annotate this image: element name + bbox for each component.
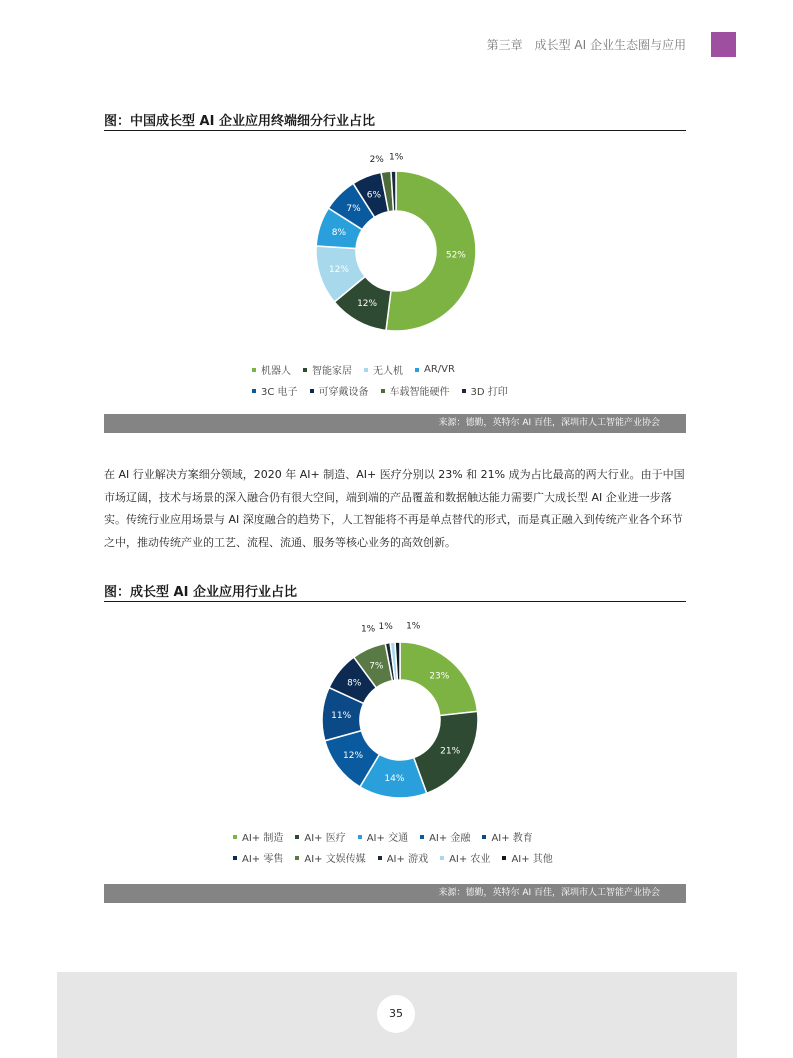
legend-item (482, 829, 532, 844)
legend-item (415, 362, 455, 377)
legend-label: 3C 电子 (261, 387, 298, 398)
legend-item (462, 383, 508, 398)
legend-item (233, 829, 283, 844)
slice-value-label: 12% (343, 751, 364, 762)
legend-item (420, 829, 470, 844)
legend-row (252, 362, 520, 377)
body-paragraph: 在 AI 行业解决方案细分领域，2020 年 AI+ 制造、AI+ 医疗分别以 23% 和 21% 成为占比最高的两大行业。由于中国市场辽阔，技术与场景的深入融合仍有很大空间，端到端的产品覆盖和数据触达能力需要广大成长型 AI 企业进一步落实。传统行业应用场景与 AI 深度融合的趋势下，人工智能将不再是单点替代的形式，而是真正融入到传统产业各个环节之中，推动传统产业的工艺、流程、流通、服务等核心业务的高效创新。 (104, 468, 685, 549)
slice-value-label: 7% (369, 661, 384, 672)
legend-swatch (233, 856, 237, 860)
legend-label: AI+ 医疗 (304, 833, 346, 844)
legend-label: AI+ 制造 (242, 833, 284, 844)
legend-item (310, 383, 369, 398)
legend-swatch (295, 835, 299, 839)
slice-value-label: 11% (331, 710, 352, 721)
legend-label: AI+ 金融 (429, 833, 471, 844)
chapter-title: 第三章 成长型 AI 企业生态圈与应用 (486, 38, 686, 52)
legend-swatch (462, 389, 466, 393)
legend-row (233, 829, 565, 844)
slice-value-label: 12% (357, 299, 378, 310)
legend-item (364, 362, 403, 377)
figure1-title: 图：中国成长型 AI 企业应用终端细分行业占比 (104, 114, 375, 129)
figure2-title: 图：成长型 AI 企业应用行业占比 (104, 585, 297, 600)
slice-value-label: 1% (406, 621, 421, 632)
legend-label: AI+ 农业 (449, 854, 491, 865)
legend-label: 车载智能硬件 (389, 387, 450, 398)
legend-label: 机器人 (261, 366, 291, 377)
legend-swatch (310, 389, 314, 393)
slice-value-label: 2% (369, 155, 384, 166)
legend-swatch (482, 835, 486, 839)
legend-item (252, 383, 298, 398)
legend-label: AR/VR (424, 364, 455, 375)
slice-value-label: 1% (360, 624, 376, 635)
legend-swatch (252, 368, 256, 372)
slice-value-label: 6% (366, 190, 382, 201)
legend-label: AI+ 游戏 (386, 854, 429, 865)
legend-label: AI+ 零售 (242, 854, 284, 865)
legend-swatch (364, 368, 368, 372)
legend-swatch (381, 389, 385, 393)
legend-item (502, 850, 552, 865)
legend-item (295, 850, 365, 865)
legend-label: 智能家居 (312, 366, 352, 377)
legend-label: 可穿戴设备 (318, 387, 369, 398)
legend-item (358, 829, 408, 844)
legend-label: AI+ 其他 (511, 854, 553, 865)
legend-swatch (233, 835, 237, 839)
figure2-source: 来源：德勤，英特尔 AI 百佳，深圳市人工智能产业协会 (104, 884, 686, 903)
slice-value-label: 8% (331, 227, 347, 238)
legend-swatch (502, 856, 506, 860)
legend-swatch (415, 368, 419, 372)
figure1-rule (104, 130, 686, 131)
slice-value-label: 1% (389, 152, 404, 163)
chart2-legend (233, 829, 565, 871)
chapter-color-mark (711, 32, 736, 57)
legend-swatch (378, 856, 382, 860)
legend-item (381, 383, 450, 398)
legend-row (252, 383, 520, 398)
legend-item (378, 850, 428, 865)
legend-row (233, 850, 565, 865)
legend-item (303, 362, 352, 377)
legend-label: 3D 打印 (470, 387, 508, 398)
figure1-source: 来源：德勤，英特尔 AI 百佳，深圳市人工智能产业协会 (104, 414, 686, 433)
legend-swatch (295, 856, 299, 860)
legend-item (295, 829, 345, 844)
legend-swatch (252, 389, 256, 393)
slice-value-label: 14% (384, 774, 405, 785)
slice-value-label: 8% (347, 678, 362, 689)
legend-label: 无人机 (373, 366, 403, 377)
slice-value-label: 23% (429, 671, 450, 682)
legend-item (252, 362, 291, 377)
legend-label: AI+ 教育 (491, 833, 533, 844)
legend-item (440, 850, 490, 865)
legend-label: AI+ 文娱传媒 (304, 854, 366, 865)
body-text (104, 464, 688, 554)
slice-value-label: 7% (346, 204, 361, 215)
chart2-donut (300, 620, 500, 810)
page-number: 35 (377, 995, 415, 1033)
legend-swatch (303, 368, 307, 372)
figure2-rule (104, 601, 686, 602)
chart1-legend (252, 362, 520, 404)
legend-swatch (440, 856, 444, 860)
legend-swatch (358, 835, 362, 839)
slice-value-label: 21% (440, 746, 461, 757)
chart1-donut (296, 147, 496, 347)
legend-swatch (420, 835, 424, 839)
slice-value-label: 12% (328, 265, 349, 276)
slice-value-label: 52% (445, 250, 466, 261)
legend-label: AI+ 交通 (366, 833, 409, 844)
legend-item (233, 850, 283, 865)
slice-value-label: 1% (378, 621, 393, 632)
